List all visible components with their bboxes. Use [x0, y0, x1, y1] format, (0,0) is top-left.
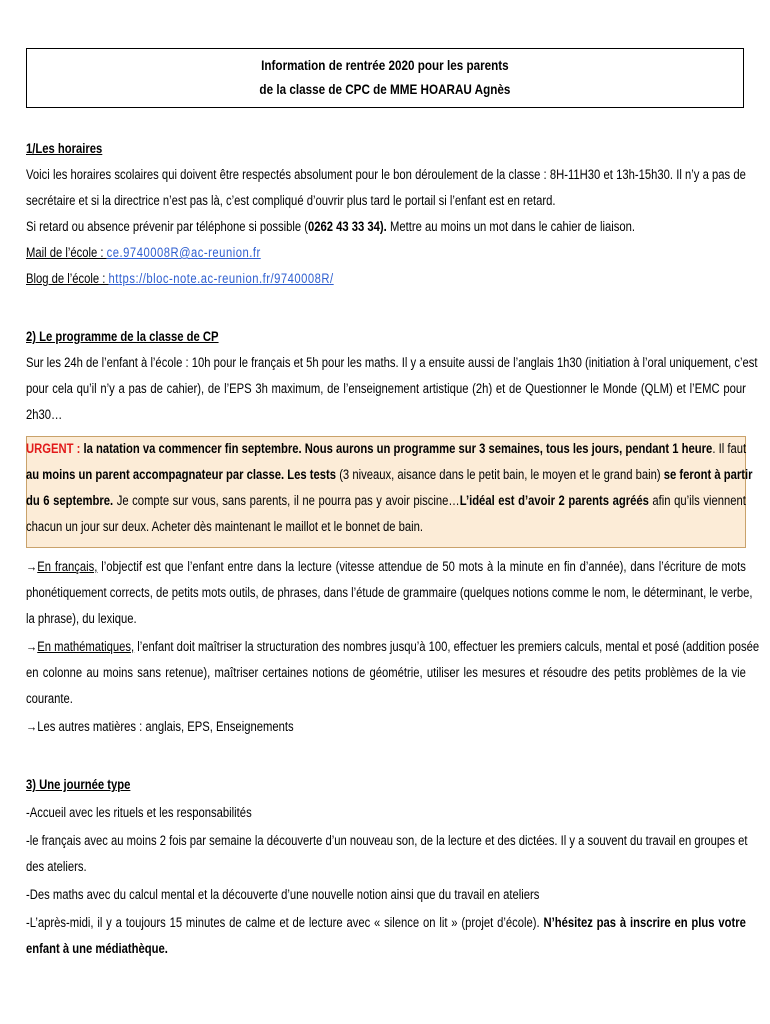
- title-box: [26, 48, 744, 108]
- other-subjects-line: →Les autres matières : anglais, EPS, Enseignements: [26, 719, 294, 734]
- arrow-icon: →: [26, 639, 38, 654]
- maths-line-3: courante.: [26, 691, 73, 706]
- school-blog-link[interactable]: https://bloc-note.ac-reunion.fr/9740008R/: [108, 271, 334, 286]
- francais-line-3: la phrase), du lexique.: [26, 611, 137, 626]
- s2-line-1: Sur les 24h de l’enfant à l’école : 10h pour le français et 5h pour les maths. Il y a ensuite aussi de l’anglais 1h30 (initiation à l’oral uniquement, c’est: [26, 355, 758, 370]
- urgent-line-4: chacun un jour sur deux. Acheter dès maintenant le maillot et le bonnet de bain.: [26, 519, 424, 534]
- section-2-heading: 2) Le programme de la classe de CP: [26, 329, 219, 344]
- s3-line-4: -Des maths avec du calcul mental et la découverte d’une nouvelle notion ainsi que du travail en ateliers: [26, 887, 540, 902]
- francais-line-1: →En français, l’objectif est que l’enfant entre dans la lecture (vitesse attendue de 50 mots à la minute en fin d’année), dans l’écriture de mots: [26, 559, 746, 574]
- s1-line-1: Voici les horaires scolaires qui doivent être respectés absolument pour le bon déroulement de la classe : 8H-11H30 et 13h-15h30. Il n’y a pas de: [26, 167, 746, 182]
- phone-number: 0262 43 33 34).: [308, 219, 387, 234]
- s2-line-2: pour cela qu’il n’y a pas de cahier), de l’EPS 3h maximum, de l’enseignement artistique (2h) et de Questionner le Monde (QLM) et l’EMC pour: [26, 381, 746, 396]
- urgent-line-2: au moins un parent accompagnateur par classe. Les tests (3 niveaux, aisance dans le petit bain, le moyen et le grand bain) se feront à partir: [26, 467, 753, 482]
- section-1-heading: 1/Les horaires: [26, 141, 103, 156]
- s3-line-3: des ateliers.: [26, 859, 87, 874]
- s2-line-3: 2h30…: [26, 407, 63, 422]
- urgent-label: URGENT :: [26, 441, 84, 456]
- section-3-heading: 3) Une journée type: [26, 777, 131, 792]
- s1-line-3: Si retard ou absence prévenir par téléphone si possible (0262 43 33 34). Mettre au moins un mot dans le cahier de liaison.: [26, 219, 636, 234]
- maths-line-2: en colonne au moins sans retenue), maîtriser certaines notions de géométrie, utiliser les mesures et résoudre des petits problèmes de la vie: [26, 665, 746, 680]
- urgent-line-1: URGENT : la natation va commencer fin septembre. Nous aurons un programme sur 3 semaines, tous les jours, pendant 1 heure. Il faut: [26, 441, 747, 456]
- s3-line-6: enfant à une médiathèque.: [26, 941, 168, 956]
- s3-line-2: -le français avec au moins 2 fois par semaine la découverte d’un nouveau son, de la lecture et des dictées. Il y a souvent du travail en groupes et: [26, 833, 748, 848]
- arrow-icon: →: [26, 559, 38, 574]
- title-line-1: Information de rentrée 2020 pour les parents: [261, 58, 509, 73]
- maths-line-1: →En mathématiques, l’enfant doit maîtriser la structuration des nombres jusqu’à 100, effectuer les premiers calculs, mental et posé (addition posée: [26, 639, 760, 654]
- s3-line-5: -L’après-midi, il y a toujours 15 minutes de calme et de lecture avec « silence on lit » (projet d’école). N’hésitez pas à inscrire en plus votre: [26, 915, 746, 930]
- title-line-2: de la classe de CPC de MME HOARAU Agnès: [259, 82, 511, 97]
- s1-mail-line: Mail de l’école : ce.9740008R@ac-reunion.fr: [26, 245, 261, 260]
- s3-line-1: -Accueil avec les rituels et les responsabilités: [26, 805, 252, 820]
- urgent-line-3: du 6 septembre. Je compte sur vous, sans parents, il ne pourra pas y avoir piscine…L’idéal est d’avoir 2 parents agréés afin qu’ils viennent: [26, 493, 746, 508]
- school-email-link[interactable]: ce.9740008R@ac-reunion.fr: [106, 245, 261, 260]
- s1-line-2: secrétaire et si la directrice n’est pas là, c’est compliqué d’ouvrir plus tard le portail si l’enfant est en retard.: [26, 193, 556, 208]
- s1-blog-line: Blog de l’école : https://bloc-note.ac-reunion.fr/9740008R/: [26, 271, 334, 286]
- francais-line-2: phonétiquement corrects, de petits mots outils, de phrases, dans l’étude de grammaire (quelques notions comme le nom, le déterminant, le verbe,: [26, 585, 753, 600]
